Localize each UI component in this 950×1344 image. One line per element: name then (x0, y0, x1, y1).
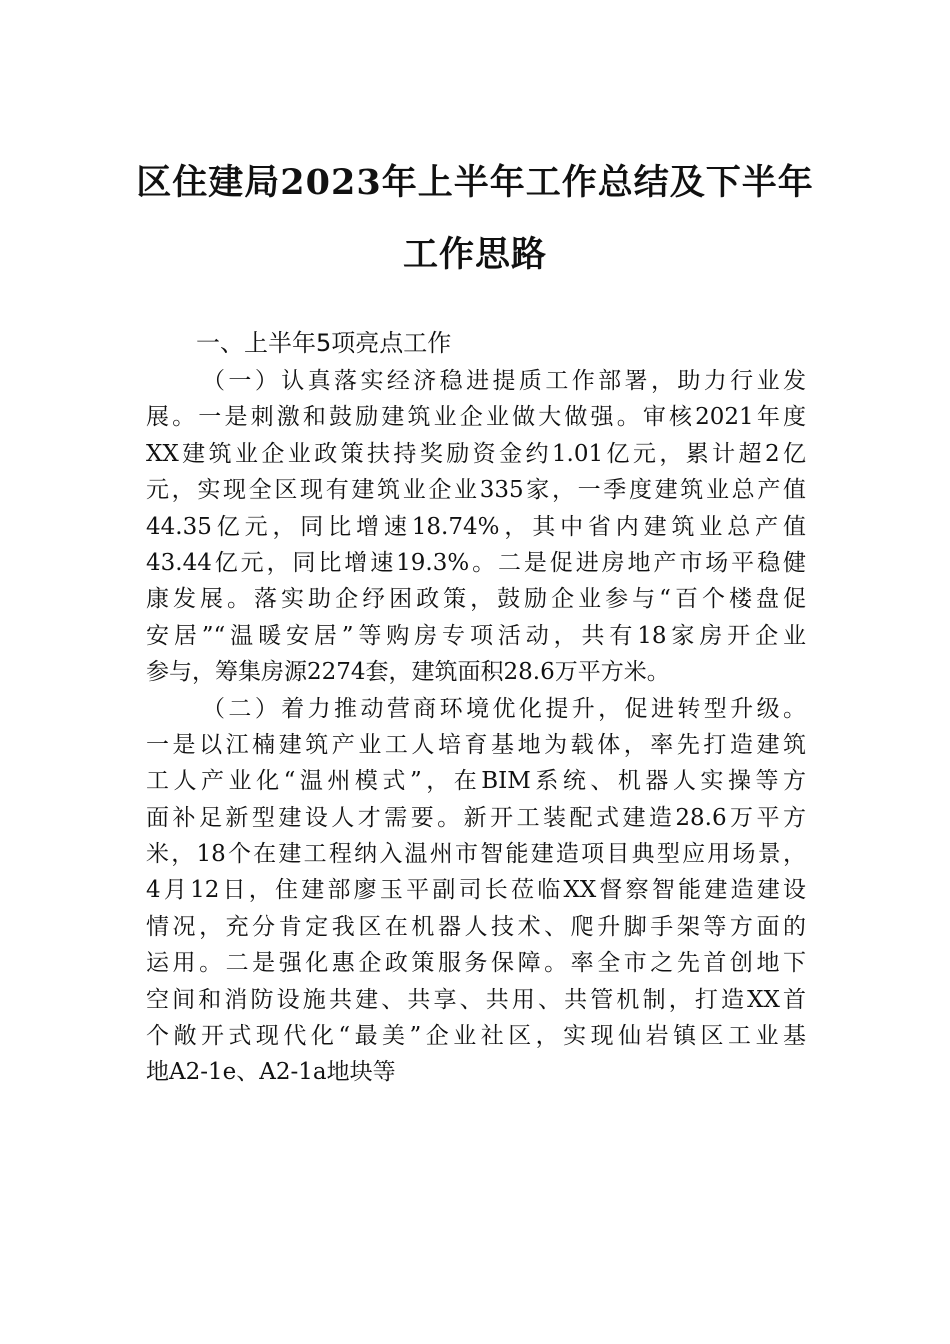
paragraph-2-line: 4月12日，住建部廖玉平副司长莅临XX督察智能建造建设 (146, 877, 806, 904)
paragraph-1-line: 康发展。落实助企纾困政策，鼓励企业参与“百个楼盘促 (146, 586, 806, 613)
paragraph-1-line: 44.35亿元，同比增速18.74%，其中省内建筑业总产值 (146, 513, 806, 540)
paragraph-2-line: 地A2-1e、A2-1a地块等 (146, 1059, 396, 1086)
paragraph-2-line: 一是以江楠建筑产业工人培育基地为载体，率先打造建筑 (146, 731, 806, 758)
paragraph-2-line: 工人产业化“温州模式”，在BIM系统、机器人实操等方 (146, 768, 806, 795)
paragraph-1-line: （一）认真落实经济稳进提质工作部署，助力行业发 (202, 368, 806, 394)
paragraph-2-line: 空间和消防设施共建、共享、共用、共管机制，打造XX首 (146, 986, 806, 1013)
paragraph-1-line: 参与，筹集房源2274套，建筑面积28.6万平方米。 (146, 659, 670, 686)
paragraph-2-line: 面补足新型建设人才需要。新开工装配式建造28.6万平方 (146, 804, 806, 831)
paragraph-2-line: 个敞开式现代化“最美”企业社区，实现仙岩镇区工业基 (146, 1023, 806, 1050)
paragraph-1-line: 43.44亿元，同比增速19.3%。二是促进房地产市场平稳健 (146, 549, 806, 576)
section-heading: 一、上半年5项亮点工作 (196, 329, 452, 357)
body-text (146, 363, 806, 1091)
paragraph-1-line: 安居”“温暖安居”等购房专项活动，共有18家房开企业 (146, 622, 806, 649)
paragraph-1-line: 展。一是刺激和鼓励建筑业企业做大做强。审核2021年度 (146, 404, 806, 431)
paragraph-2-line: 情况，充分肯定我区在机器人技术、爬升脚手架等方面的 (146, 913, 806, 940)
paragraph-1-line: 元，实现全区现有建筑业企业335家，一季度建筑业总产值 (146, 477, 806, 504)
paragraph-2-line: 米，18个在建工程纳入温州市智能建造项目典型应用场景， (146, 841, 806, 868)
document-title-line-1: 区住建局2023年上半年工作总结及下半年 (136, 162, 814, 203)
paragraph-1-line: XX建筑业企业政策扶持奖励资金约1.01亿元，累计超2亿 (146, 440, 806, 467)
paragraph-2-line: （二）着力推动营商环境优化提升，促进转型升级。 (202, 695, 806, 722)
paragraph-2-line: 运用。二是强化惠企政策服务保障。率全市之先首创地下 (146, 950, 806, 977)
document-title-line-2: 工作思路 (402, 234, 547, 275)
